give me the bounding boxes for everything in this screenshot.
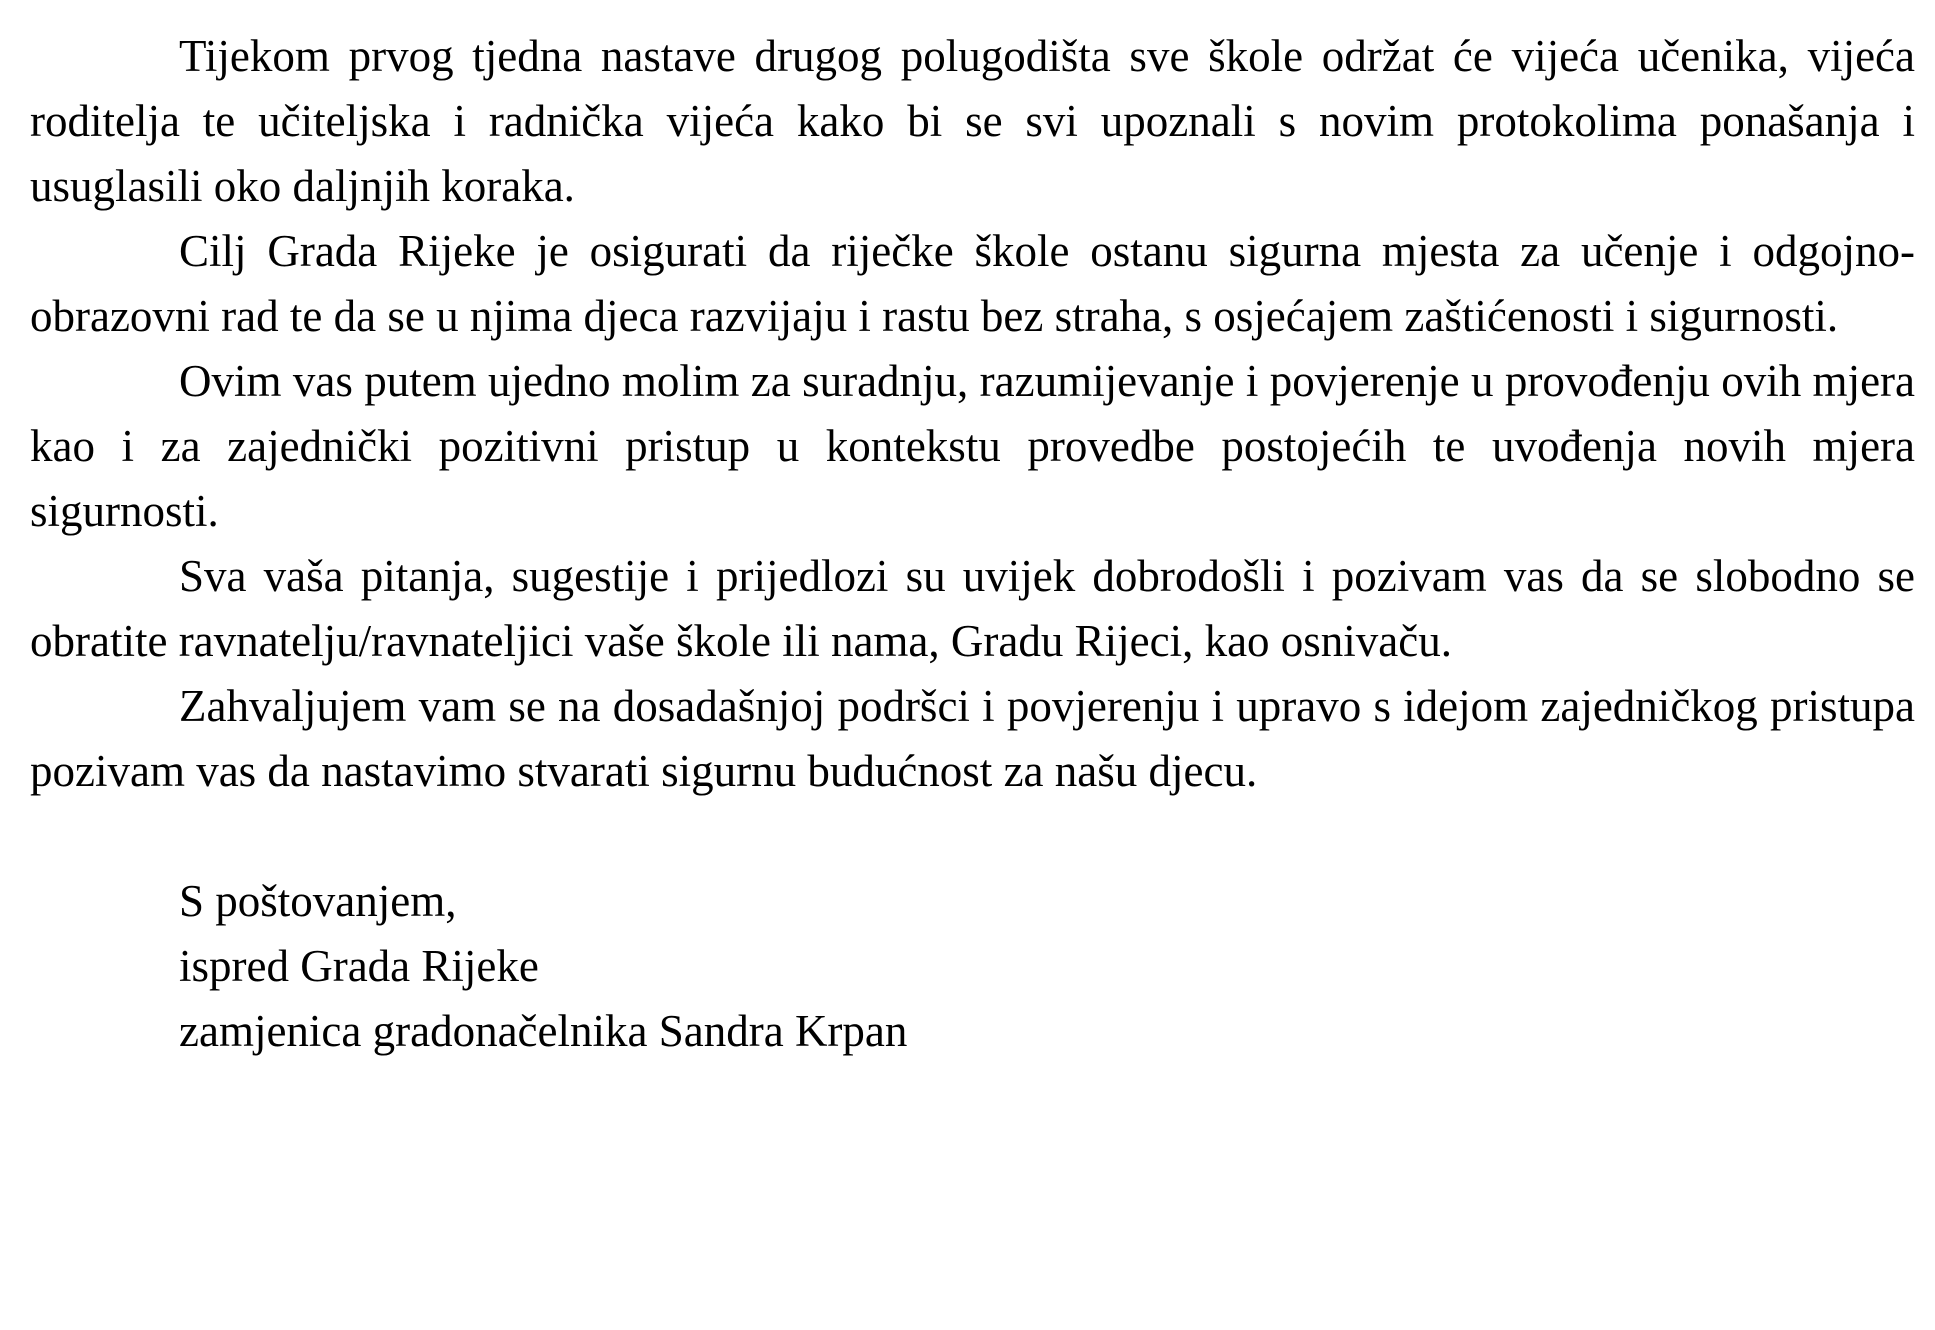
letter-body (30, 24, 1915, 1064)
paragraph-questions-welcome: Sva vaša pitanja, sugestije i prijedlozi su uvijek dobrodošli i pozivam vas da se slobodno se obratite ravnatelju/ravnateljici vaše škole ili nama, Gradu Rijeci, kao osnivaču. (30, 551, 1915, 666)
paragraph-thanks: Zahvaljujem vam se na dosadašnjoj podršci i povjerenju i upravo s idejom zajedničkog pristupa pozivam vas da nastavimo stvarati sigurnu budućnost za našu djecu. (30, 681, 1915, 796)
closing-salutation: S poštovanjem, (179, 876, 457, 926)
paragraph-cooperation-request: Ovim vas putem ujedno molim za suradnju, razumijevanje i povjerenje u provođenju ovih mjera kao i za zajednički pozitivni pristup u kontekstu provedbe postojećih te uvođenja novih mjera sigurnosti. (30, 356, 1915, 536)
closing-on-behalf: ispred Grada Rijeke (179, 941, 539, 991)
letter-closing (30, 869, 1915, 1064)
paragraph-school-councils: Tijekom prvog tjedna nastave drugog polugodišta sve škole održat će vijeća učenika, vijeća roditelja te učiteljska i radnička vijeća kako bi se svi upoznali s novim protokolima ponašanja i usuglasili oko daljnjih koraka. (30, 31, 1915, 211)
closing-signatory: zamjenica gradonačelnika Sandra Krpan (179, 1006, 908, 1056)
paragraph-city-goal: Cilj Grada Rijeke je osigurati da riječke škole ostanu sigurna mjesta za učenje i odgojno-obrazovni rad te da se u njima djeca razvijaju i rastu bez straha, s osjećajem zaštićenosti i sigurnosti. (30, 226, 1915, 341)
